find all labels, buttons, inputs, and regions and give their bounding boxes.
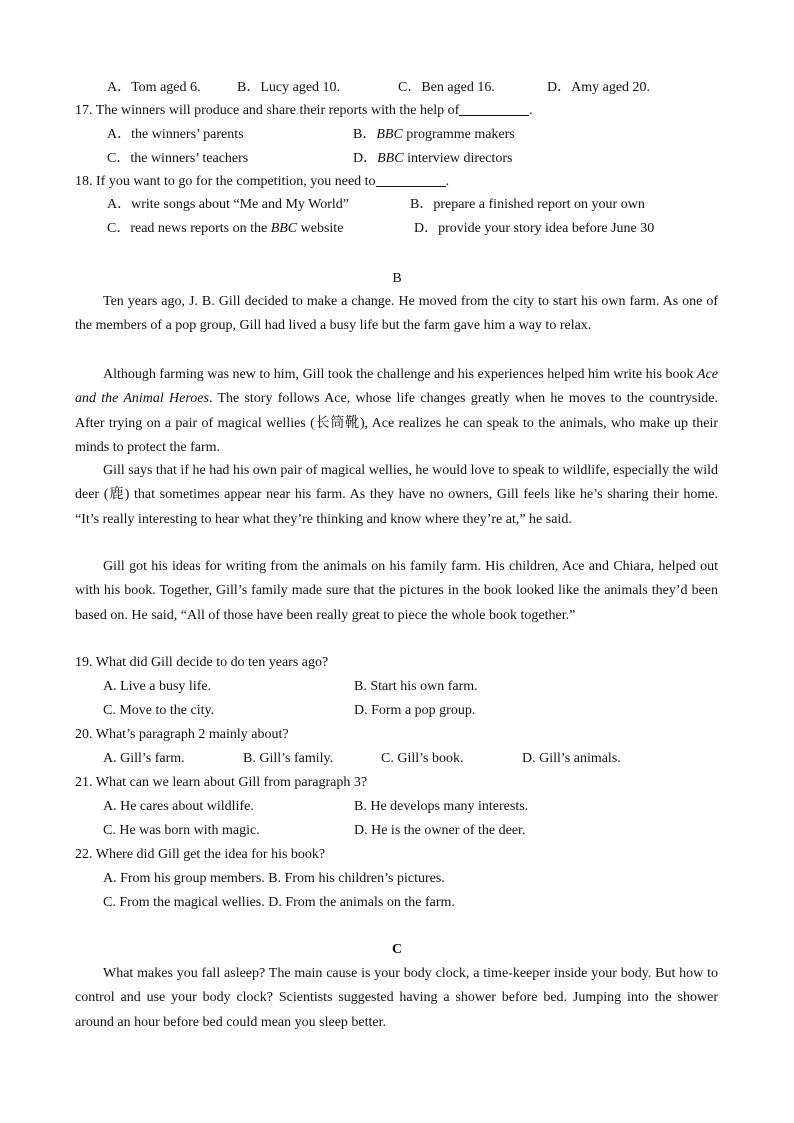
section-c-heading: C — [391, 942, 403, 957]
q22-stem: 22. Where did Gill get the idea for his book? — [75, 847, 326, 862]
q18-option-a: A．write songs about “Me and My World” — [107, 197, 350, 212]
q17-option-d-prefix: D． — [353, 151, 378, 166]
q21-option-a: A. He cares about wildlife. — [103, 799, 254, 814]
q19-option-b: B. Start his own farm. — [354, 679, 478, 694]
q16-option-c: C．Ben aged 16. — [398, 80, 495, 95]
q17-option-c: C．the winners’ teachers — [107, 151, 249, 166]
q17-stem-end: . — [529, 103, 533, 118]
q21-option-d: D. He is the owner of the deer. — [354, 823, 526, 838]
q18-option-b: B．prepare a finished report on your own — [410, 197, 645, 212]
q17-option-d-em: BBC — [377, 151, 404, 166]
q18-stem-text: 18. If you want to go for the competition, you need to — [75, 174, 376, 189]
q18-stem — [75, 170, 449, 194]
section-c-paragraph-1: What makes you fall asleep? The main cause is your body clock, a time-keeper inside your body. But how to control and use your body clock? Scientists suggested having a shower before bed. Jumping into the shower around an hour before bed could mean you sleep better. — [75, 966, 718, 1030]
q17-option-a: A．the winners’ parents — [107, 127, 244, 142]
q20-option-a: A. Gill’s farm. — [103, 751, 185, 766]
q18-option-d: D．provide your story idea before June 30 — [414, 221, 655, 236]
q19-option-c: C. Move to the city. — [103, 703, 215, 718]
section-b-p2-text-b: . The story follows Ace, whose life changes greatly when he moves to the countryside. After trying on a pair of magical wellies (长筒靴), Ace realizes he can speak to the animals, who make up their minds to protect the farm. — [75, 391, 718, 455]
section-b-paragraph-4: Gill got his ideas for writing from the animals on his family farm. His children, Ace and Chiara, helped out with his book. Together, Gill’s family made sure that the pictures in the book looked like the animals they’d been based on. He said, “All of those have been really great to piece the whole book together.” — [75, 559, 718, 623]
q17-option-b-em: BBC — [376, 127, 403, 142]
q18-option-c — [107, 217, 343, 241]
q16-option-a: A．Tom aged 6. — [107, 80, 201, 95]
q20-option-b: B. Gill’s family. — [243, 751, 334, 766]
q19-stem: 19. What did Gill decide to do ten years ago? — [75, 655, 329, 670]
q17-stem-text: 17. The winners will produce and share their reports with the help of — [75, 103, 460, 118]
q17-stem — [75, 99, 533, 123]
section-b-paragraph-2 — [75, 363, 718, 460]
q20-stem: 20. What’s paragraph 2 mainly about? — [75, 727, 289, 742]
q19-option-d: D. Form a pop group. — [354, 703, 476, 718]
section-b-heading: B — [392, 271, 402, 286]
q17-option-b-prefix: B． — [353, 127, 377, 142]
q20-option-c: C. Gill’s book. — [381, 751, 464, 766]
q21-option-b: B. He develops many interests. — [354, 799, 529, 814]
section-b-paragraph-1: Ten years ago, J. B. Gill decided to make a change. He moved from the city to start his own farm. As one of the members of a pop group, Gill had lived a busy life but the farm gave him a way to relax. — [75, 294, 718, 334]
q18-answer-blank — [376, 172, 446, 187]
q18-option-c-prefix: C．read news reports on the — [107, 221, 271, 236]
q16-option-d: D．Amy aged 20. — [547, 80, 651, 95]
q20-option-d: D. Gill’s animals. — [522, 751, 621, 766]
q17-option-d-rest: interview directors — [403, 151, 513, 166]
q21-stem: 21. What can we learn about Gill from paragraph 3? — [75, 775, 368, 790]
q17-option-b — [353, 123, 515, 147]
q17-option-b-rest: programme makers — [402, 127, 515, 142]
q19-option-a: A. Live a busy life. — [103, 679, 212, 694]
q17-answer-blank — [459, 101, 529, 116]
section-b-paragraph-3: Gill says that if he had his own pair of magical wellies, he would love to speak to wildlife, especially the wild deer (鹿) that sometimes appear near his farm. As they have no owners, Gill feels like he’s sharing their home. “It’s really interesting to hear what they’re thinking and know where they’re at,” he said. — [75, 463, 718, 527]
q17-option-d — [353, 147, 512, 171]
q18-option-c-em: BBC — [270, 221, 298, 236]
q21-option-c: C. He was born with magic. — [103, 823, 260, 838]
q18-option-c-rest: website — [297, 221, 344, 236]
section-b-p2-text-a: Although farming was new to him, Gill took the challenge and his experiences helped him write his book — [103, 367, 698, 382]
q18-stem-end: . — [445, 174, 450, 189]
q22-options-ab: A. From his group members. B. From his children’s pictures. — [103, 871, 445, 886]
q16-option-b: B．Lucy aged 10. — [237, 80, 341, 95]
section-b-book-title: Ace and the Animal Heroes — [75, 367, 718, 407]
q22-options-cd: C. From the magical wellies. D. From the animals on the farm. — [103, 895, 455, 910]
